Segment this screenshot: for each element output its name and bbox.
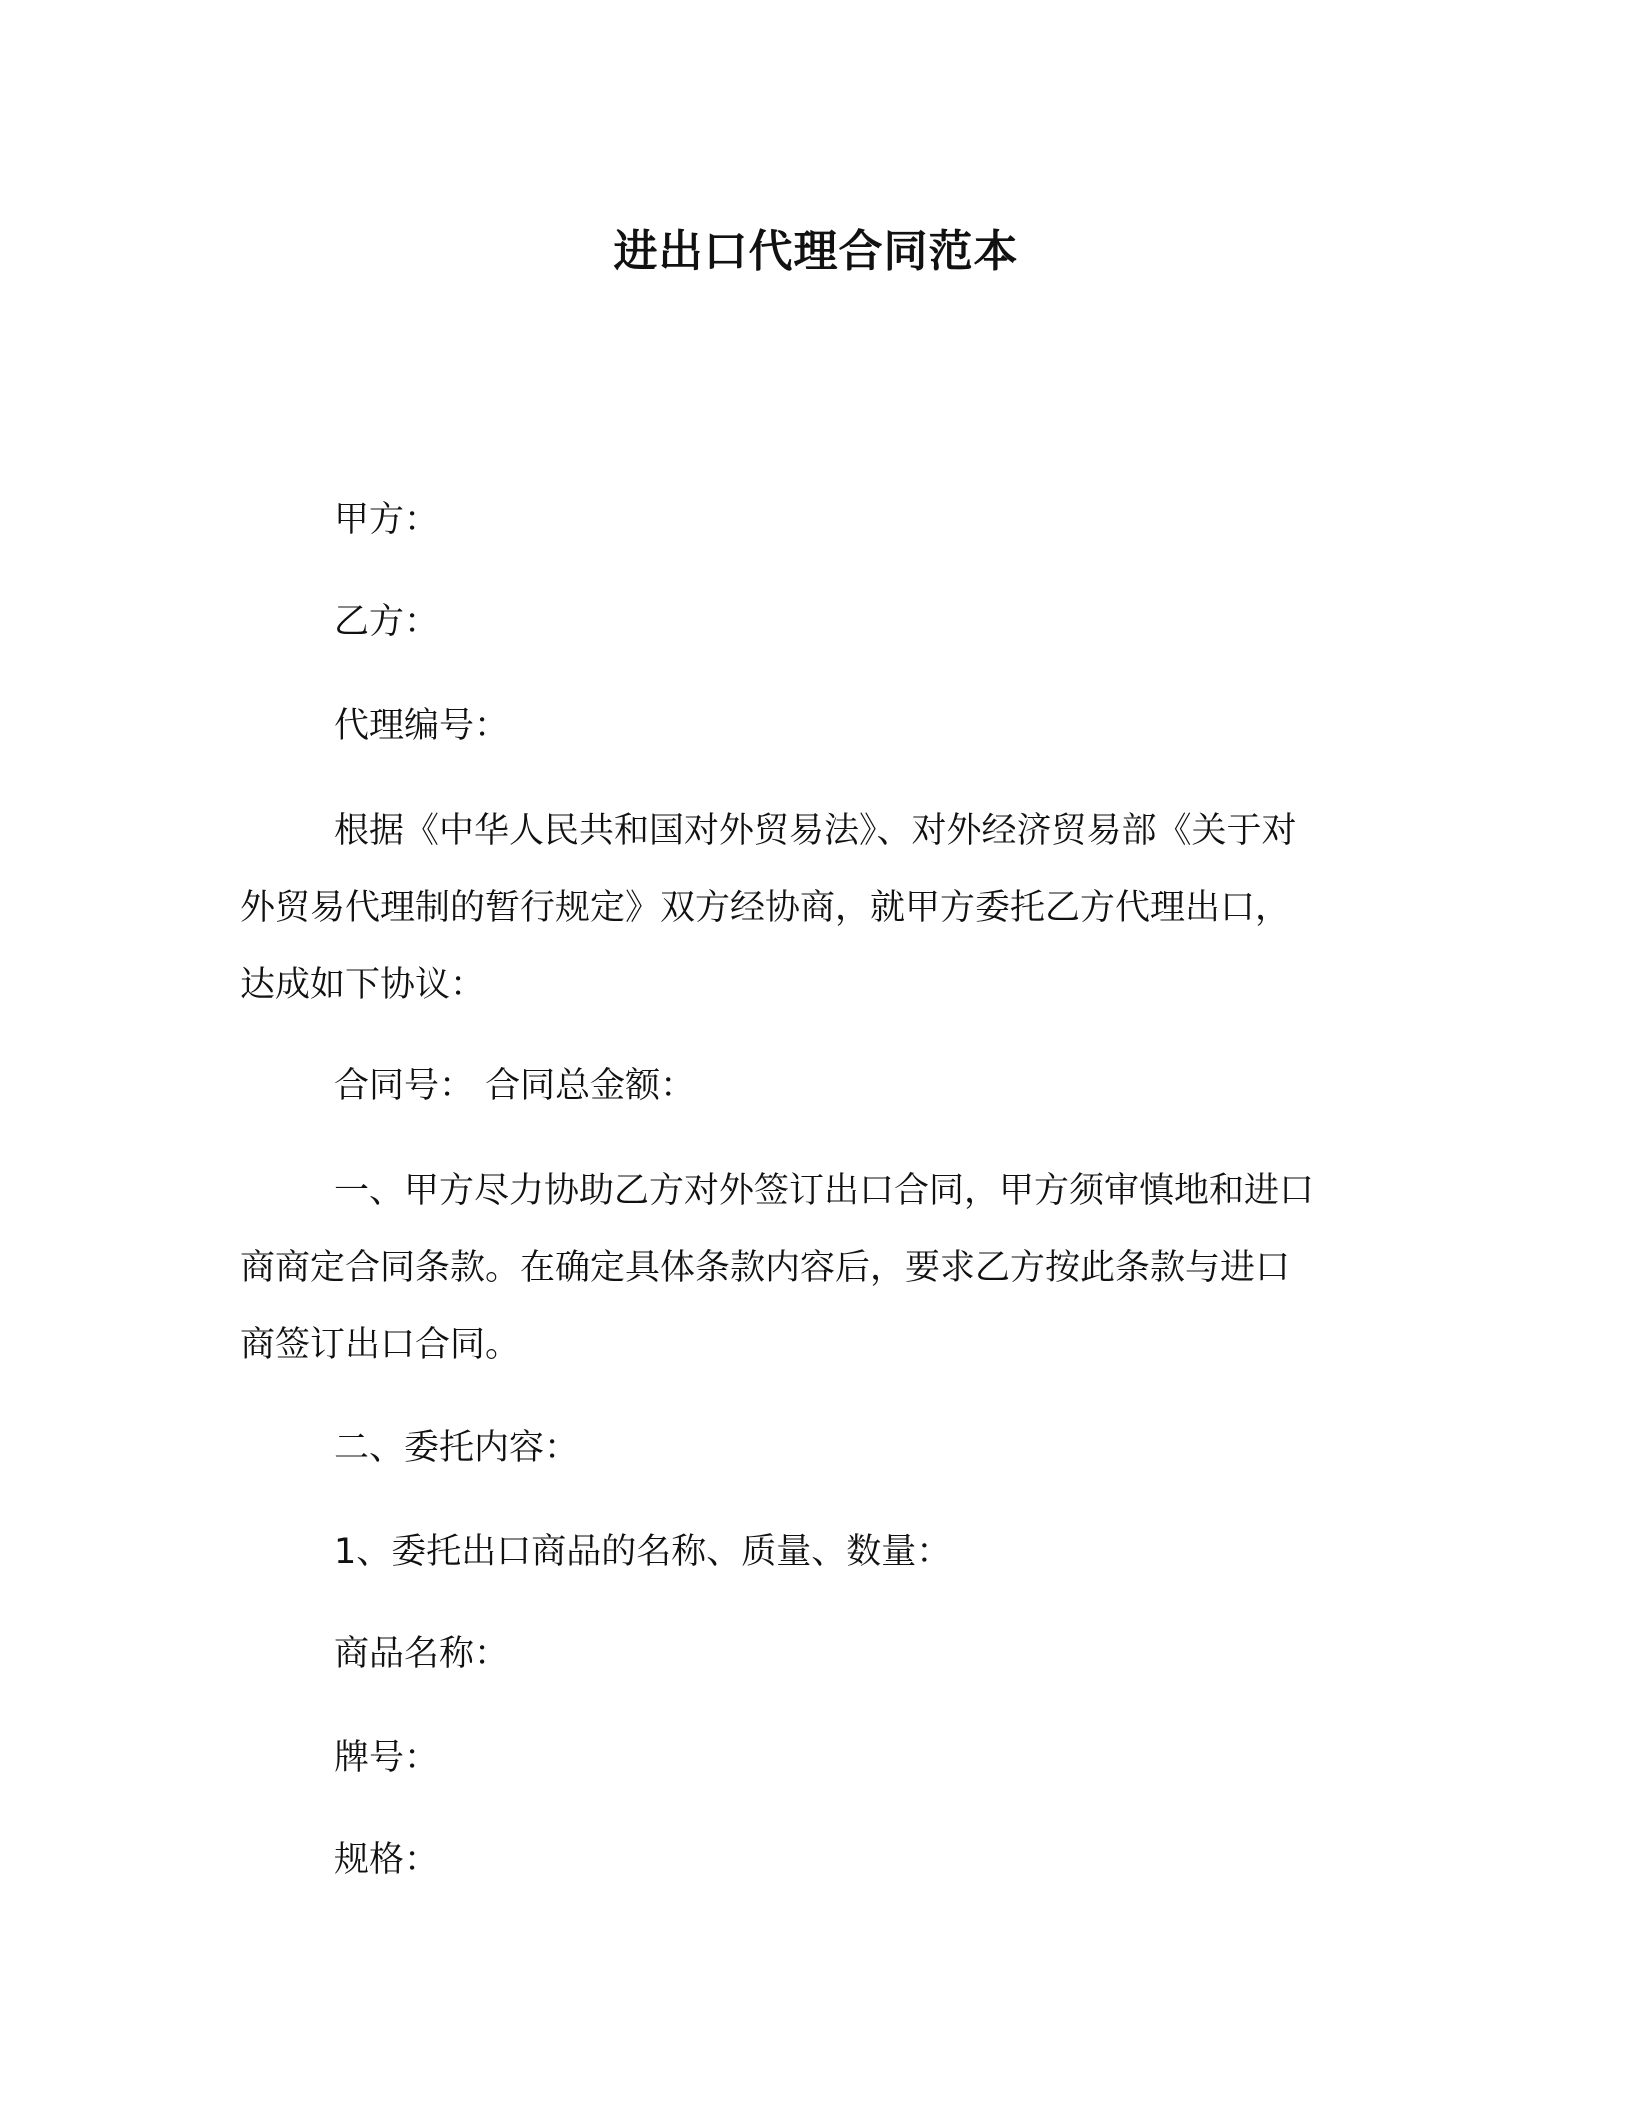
contract-number-line: 合同号： 合同总金额： xyxy=(334,1066,696,1106)
clause-1-line-2: 商商定合同条款。在确定具体条款内容后，要求乙方按此条款与进口 xyxy=(240,1248,1291,1288)
clause-1-line-3: 商签订出口合同。 xyxy=(240,1325,521,1365)
intro-line-3: 达成如下协议： xyxy=(240,965,486,1005)
brand-number-field: 牌号： xyxy=(334,1738,440,1778)
intro-line-1: 根据《中华人民共和国对外贸易法》、对外经济贸易部《关于对 xyxy=(334,811,1297,851)
intro-paragraph xyxy=(240,793,1390,1024)
party-a-field: 甲方： xyxy=(334,500,440,540)
product-name-field: 商品名称： xyxy=(334,1634,510,1674)
specification-field: 规格： xyxy=(334,1840,440,1880)
party-b-field: 乙方： xyxy=(334,602,440,642)
clause-2-item-1: 1、委托出口商品的名称、质量、数量： xyxy=(334,1532,952,1572)
clause-1-line-1: 一、甲方尽力协助乙方对外签订出口合同，甲方须审慎地和进口 xyxy=(334,1171,1315,1211)
clause-1-paragraph xyxy=(240,1153,1390,1384)
intro-line-2: 外贸易代理制的暂行规定》双方经协商，就甲方委托乙方代理出口， xyxy=(240,888,1291,928)
agency-number-field: 代理编号： xyxy=(334,706,510,746)
clause-2-heading: 二、委托内容： xyxy=(334,1428,580,1468)
document-title: 进出口代理合同范本 xyxy=(613,226,1019,277)
